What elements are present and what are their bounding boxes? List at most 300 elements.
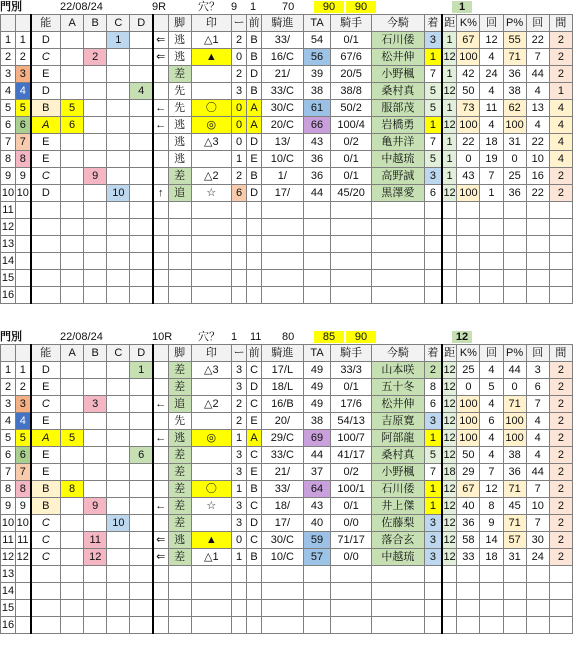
cell: 2 — [549, 549, 572, 566]
cell: D — [247, 134, 262, 151]
cell: 4 — [526, 430, 549, 447]
cell: 差 — [168, 168, 191, 185]
cell — [247, 202, 262, 219]
header-cell: 回 — [480, 345, 503, 362]
cell — [168, 219, 191, 236]
cell — [61, 134, 84, 151]
cell: 10 — [16, 185, 31, 202]
cell: 1 — [232, 151, 247, 168]
cell: 30/C — [262, 100, 304, 117]
header-cell — [16, 15, 31, 32]
cell: 6 — [16, 447, 31, 464]
cell: 3 — [232, 83, 247, 100]
cell: 14 — [1, 583, 16, 600]
cell: 山本咲 — [371, 362, 424, 379]
cell: 2 — [549, 49, 572, 66]
cell — [107, 83, 130, 100]
cell: 7 — [424, 464, 441, 481]
count-label: 80 — [282, 331, 295, 343]
cell — [107, 134, 130, 151]
cell — [61, 66, 84, 83]
cell: 2 — [232, 413, 247, 430]
cell: 4 — [480, 117, 503, 134]
cell: 3 — [1, 396, 16, 413]
cell — [191, 202, 231, 219]
cell — [84, 447, 107, 464]
cell: C — [247, 362, 262, 379]
cell — [191, 66, 231, 83]
cell: 44 — [303, 185, 331, 202]
cell — [107, 66, 130, 83]
cell — [371, 583, 424, 600]
header-cell: 印 — [191, 345, 231, 362]
cell — [153, 413, 168, 430]
cell: 高野誠 — [371, 168, 424, 185]
cell: 1 — [232, 549, 247, 566]
green-label: 12 — [452, 331, 472, 343]
cell: 38/8 — [331, 83, 371, 100]
cell — [480, 600, 503, 617]
header-cell: ー — [232, 345, 247, 362]
header-cell: 間 — [549, 345, 572, 362]
cell: 1 — [424, 430, 441, 447]
cell — [130, 515, 153, 532]
cell — [153, 583, 168, 600]
cell: 2 — [549, 32, 572, 49]
cell — [424, 219, 441, 236]
cell: 100 — [457, 185, 480, 202]
cell: 50/2 — [331, 100, 371, 117]
cell: 桑村真 — [371, 447, 424, 464]
cell: 3 — [232, 447, 247, 464]
cell: 0 — [503, 151, 526, 168]
cell: 12 — [442, 447, 457, 464]
cell — [61, 549, 84, 566]
header-cell: A — [61, 15, 84, 32]
cell: 38 — [303, 413, 331, 430]
cell: 67 — [457, 481, 480, 498]
cell: 33/C — [262, 83, 304, 100]
cell — [153, 236, 168, 253]
cell: 1 — [442, 32, 457, 49]
cell: 29 — [457, 464, 480, 481]
ana-value-2: 11 — [250, 331, 262, 343]
cell — [331, 270, 371, 287]
header-cell: C — [107, 345, 130, 362]
cell — [247, 617, 262, 634]
table-row — [1, 464, 573, 481]
cell — [457, 287, 480, 304]
cell: 3 — [424, 515, 441, 532]
cell: 7 — [424, 134, 441, 151]
cell — [371, 270, 424, 287]
cell: 4 — [480, 83, 503, 100]
cell — [31, 219, 61, 236]
highlight-1: 90 — [314, 1, 344, 13]
cell: 18/L — [262, 379, 304, 396]
cell — [130, 66, 153, 83]
cell — [153, 168, 168, 185]
cell: 38 — [503, 447, 526, 464]
cell — [262, 202, 304, 219]
cell — [84, 287, 107, 304]
cell — [424, 600, 441, 617]
cell — [526, 617, 549, 634]
cell — [424, 236, 441, 253]
cell — [130, 396, 153, 413]
cell: 佐藤梨 — [371, 515, 424, 532]
cell: 2 — [1, 49, 16, 66]
cell — [61, 151, 84, 168]
cell — [442, 600, 457, 617]
cell: 0 — [232, 100, 247, 117]
cell: ⇐ — [153, 532, 168, 549]
cell: 4 — [526, 413, 549, 430]
cell: 2 — [549, 464, 572, 481]
cell — [262, 236, 304, 253]
cell: 12 — [442, 396, 457, 413]
cell — [549, 270, 572, 287]
race-label: 9R — [152, 1, 167, 13]
header-cell: 回 — [526, 15, 549, 32]
cell — [153, 379, 168, 396]
cell — [262, 253, 304, 270]
cell — [31, 600, 61, 617]
header-cell: 距 — [442, 15, 457, 32]
cell — [84, 481, 107, 498]
cell: 41/17 — [331, 447, 371, 464]
title-label: 門別 — [0, 1, 22, 13]
cell — [303, 270, 331, 287]
cell — [191, 617, 231, 634]
cell — [191, 151, 231, 168]
cell: 差 — [168, 379, 191, 396]
cell: 64 — [303, 481, 331, 498]
cell: 33/C — [262, 447, 304, 464]
cell — [503, 617, 526, 634]
cell — [549, 566, 572, 583]
cell — [262, 566, 304, 583]
cell — [549, 617, 572, 634]
cell: 12 — [442, 185, 457, 202]
cell — [503, 270, 526, 287]
cell — [84, 151, 107, 168]
cell: 8 — [480, 498, 503, 515]
cell: 1 — [442, 100, 457, 117]
cell: 小野楓 — [371, 66, 424, 83]
cell — [526, 236, 549, 253]
cell — [262, 287, 304, 304]
cell — [107, 600, 130, 617]
cell: 亀井洋 — [371, 134, 424, 151]
cell: 18/ — [262, 498, 304, 515]
cell — [153, 515, 168, 532]
cell — [130, 253, 153, 270]
cell: 2 — [549, 66, 572, 83]
ana-label: 穴？ — [198, 331, 220, 343]
cell: 12 — [480, 481, 503, 498]
cell — [232, 253, 247, 270]
cell: ← — [153, 498, 168, 515]
cell: 12 — [442, 49, 457, 66]
cell: 17/L — [262, 362, 304, 379]
cell — [262, 219, 304, 236]
cell — [16, 287, 31, 304]
cell: 4 — [1, 413, 16, 430]
cell: 13 — [526, 100, 549, 117]
cell — [130, 202, 153, 219]
cell: 7 — [424, 66, 441, 83]
cell: 2 — [232, 396, 247, 413]
cell: 0/1 — [331, 498, 371, 515]
cell — [331, 219, 371, 236]
cell: 2 — [549, 362, 572, 379]
cell — [303, 202, 331, 219]
cell: E — [31, 66, 61, 83]
table-row — [1, 617, 573, 634]
cell: 7 — [526, 396, 549, 413]
cell — [424, 253, 441, 270]
cell — [526, 583, 549, 600]
cell — [191, 464, 231, 481]
cell: 追 — [168, 185, 191, 202]
cell: 2 — [549, 481, 572, 498]
race-table — [0, 14, 573, 304]
cell: △3 — [191, 362, 231, 379]
cell — [107, 270, 130, 287]
cell — [480, 253, 503, 270]
cell — [549, 236, 572, 253]
cell: 逃 — [168, 117, 191, 134]
table-row — [1, 379, 573, 396]
cell — [480, 287, 503, 304]
cell — [247, 600, 262, 617]
header-cell: P% — [503, 15, 526, 32]
cell — [84, 362, 107, 379]
cell: 1 — [480, 185, 503, 202]
cell: 16 — [1, 617, 16, 634]
header-cell: D — [130, 15, 153, 32]
header-cell: 今騎 — [371, 345, 424, 362]
cell — [61, 219, 84, 236]
cell: 17/ — [262, 515, 304, 532]
cell: 57 — [303, 549, 331, 566]
cell: 7 — [480, 464, 503, 481]
table-row — [1, 253, 573, 270]
cell — [61, 49, 84, 66]
cell — [442, 202, 457, 219]
cell — [153, 270, 168, 287]
cell — [84, 600, 107, 617]
cell — [130, 600, 153, 617]
cell: △3 — [191, 134, 231, 151]
header-cell: 騎手 — [331, 345, 371, 362]
cell — [303, 287, 331, 304]
cell — [262, 617, 304, 634]
cell: 20/ — [262, 413, 304, 430]
cell: 6 — [232, 185, 247, 202]
cell — [457, 253, 480, 270]
cell: 100/4 — [331, 117, 371, 134]
cell — [130, 117, 153, 134]
cell: 54 — [303, 32, 331, 49]
cell — [371, 287, 424, 304]
cell — [153, 253, 168, 270]
cell — [84, 236, 107, 253]
cell — [61, 185, 84, 202]
table-row — [1, 32, 573, 49]
cell: 14 — [480, 532, 503, 549]
cell — [31, 270, 61, 287]
cell: 逃 — [168, 49, 191, 66]
cell — [191, 83, 231, 100]
cell — [84, 270, 107, 287]
cell — [61, 270, 84, 287]
cell: 1 — [1, 362, 16, 379]
cell: 4 — [549, 100, 572, 117]
sheet-header — [0, 0, 573, 14]
header-cell: K% — [457, 15, 480, 32]
header-cell: 騎進 — [262, 15, 304, 32]
cell: 6 — [61, 117, 84, 134]
cell: 2 — [16, 49, 31, 66]
cell: E — [31, 134, 61, 151]
cell: 100 — [457, 413, 480, 430]
cell — [130, 498, 153, 515]
cell: 13 — [1, 566, 16, 583]
cell: 1 — [232, 430, 247, 447]
cell: 100 — [503, 430, 526, 447]
cell: 0 — [503, 379, 526, 396]
cell: 0/1 — [331, 151, 371, 168]
cell — [84, 32, 107, 49]
table-row — [1, 185, 573, 202]
cell — [84, 430, 107, 447]
cell: 先 — [168, 83, 191, 100]
cell: 69 — [303, 430, 331, 447]
cell: 差 — [168, 498, 191, 515]
cell — [457, 583, 480, 600]
cell — [130, 100, 153, 117]
cell: ← — [153, 430, 168, 447]
cell — [262, 583, 304, 600]
header-cell: 前 — [247, 15, 262, 32]
highlight-2: 90 — [346, 1, 376, 13]
cell — [262, 270, 304, 287]
cell — [107, 219, 130, 236]
cell — [457, 270, 480, 287]
cell: 3 — [424, 168, 441, 185]
cell: 67 — [457, 32, 480, 49]
table-row — [1, 168, 573, 185]
table-row — [1, 600, 573, 617]
cell — [503, 202, 526, 219]
header-cell: C — [107, 15, 130, 32]
cell — [371, 202, 424, 219]
cell: 4 — [480, 430, 503, 447]
cell: 9 — [16, 498, 31, 515]
cell: 2 — [84, 49, 107, 66]
cell — [549, 583, 572, 600]
cell: 8 — [16, 151, 31, 168]
header-cell: 間 — [549, 15, 572, 32]
cell — [526, 566, 549, 583]
table-row — [1, 66, 573, 83]
cell — [130, 219, 153, 236]
cell — [130, 49, 153, 66]
cell: 10 — [107, 185, 130, 202]
cell: 20/C — [262, 117, 304, 134]
cell: 1 — [549, 83, 572, 100]
cell — [61, 396, 84, 413]
cell — [191, 566, 231, 583]
cell — [107, 100, 130, 117]
cell — [16, 617, 31, 634]
header-cell: P% — [503, 345, 526, 362]
cell — [457, 219, 480, 236]
cell — [153, 566, 168, 583]
cell: 22 — [526, 185, 549, 202]
cell: 12 — [1, 219, 16, 236]
cell — [16, 236, 31, 253]
cell — [84, 583, 107, 600]
cell — [107, 202, 130, 219]
cell: 2 — [549, 447, 572, 464]
cell: D — [31, 83, 61, 100]
cell — [480, 219, 503, 236]
cell — [303, 219, 331, 236]
table-row — [1, 151, 573, 168]
cell: 4 — [526, 117, 549, 134]
cell — [247, 583, 262, 600]
cell: A — [31, 430, 61, 447]
cell — [130, 617, 153, 634]
cell — [424, 617, 441, 634]
cell: 11 — [1, 532, 16, 549]
cell — [247, 236, 262, 253]
title-label: 門別 — [0, 331, 22, 343]
cell: 桑村真 — [371, 83, 424, 100]
cell: 10 — [107, 515, 130, 532]
race-table — [0, 344, 573, 634]
cell — [303, 583, 331, 600]
header-cell: 回 — [526, 345, 549, 362]
cell: D — [31, 362, 61, 379]
cell — [442, 583, 457, 600]
table-row — [1, 498, 573, 515]
cell — [191, 379, 231, 396]
cell — [107, 236, 130, 253]
cell: 31 — [503, 549, 526, 566]
cell: 2 — [549, 498, 572, 515]
cell — [168, 253, 191, 270]
cell — [424, 583, 441, 600]
cell — [153, 134, 168, 151]
cell — [331, 253, 371, 270]
cell: 18 — [480, 134, 503, 151]
cell — [442, 617, 457, 634]
cell — [371, 219, 424, 236]
cell: B — [31, 481, 61, 498]
cell: 4 — [16, 413, 31, 430]
cell: 1 — [424, 117, 441, 134]
cell: ⇐ — [153, 49, 168, 66]
cell — [153, 600, 168, 617]
cell: 43 — [303, 134, 331, 151]
cell: 7 — [526, 515, 549, 532]
cell — [424, 566, 441, 583]
cell — [262, 600, 304, 617]
